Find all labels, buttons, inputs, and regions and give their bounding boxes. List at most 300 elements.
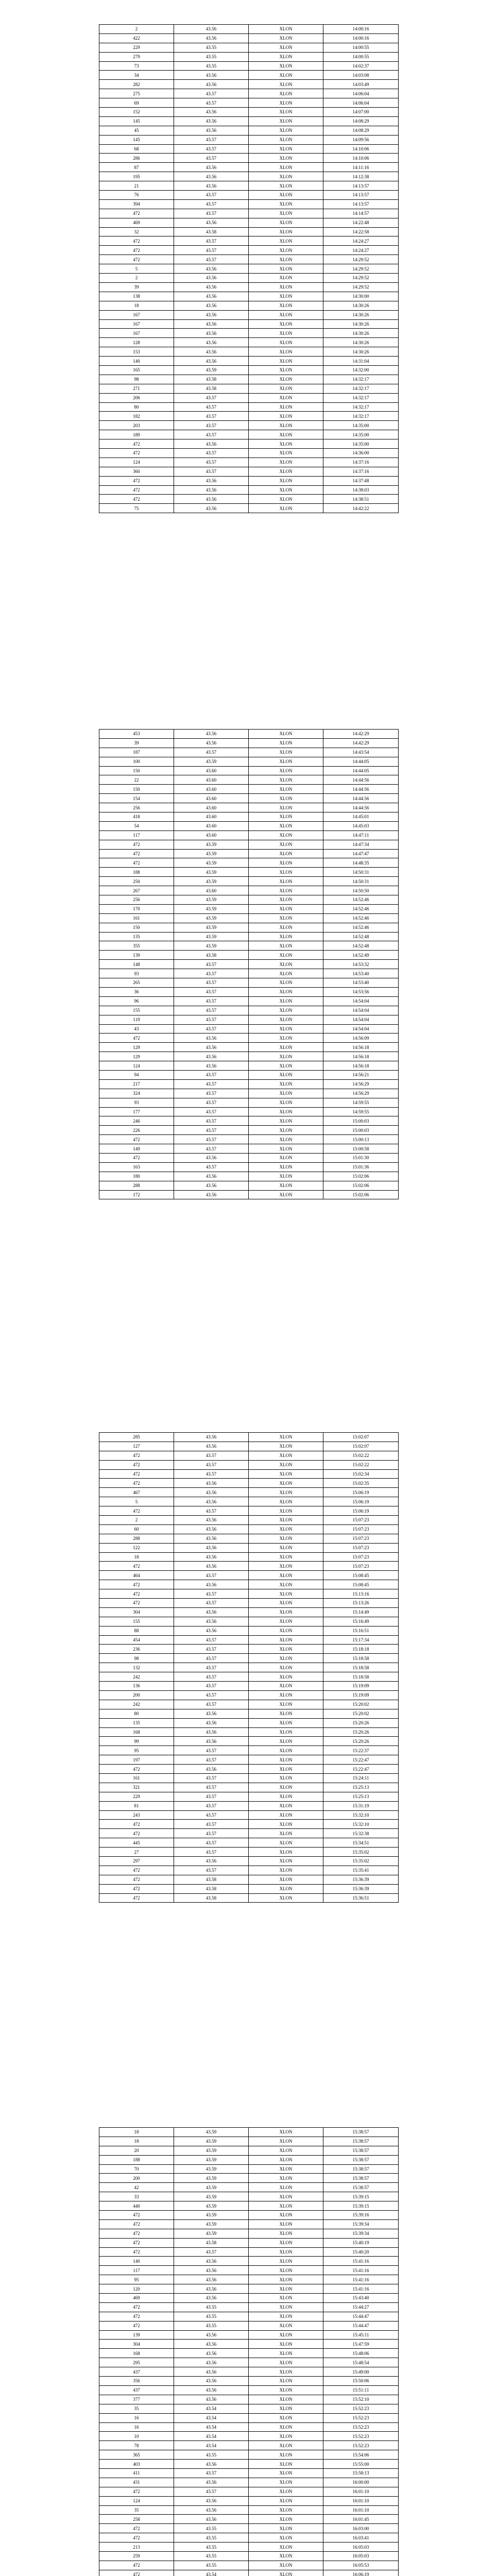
time-cell: 15:41:16 [323, 2257, 399, 2266]
volume-cell: 365 [99, 2450, 174, 2460]
volume-cell: 472 [99, 476, 174, 485]
time-cell: 15:44:47 [323, 2321, 399, 2330]
table-row [99, 1755, 399, 1765]
volume-cell: 168 [99, 2349, 174, 2358]
price-cell: 43.55 [174, 61, 249, 71]
volume-cell: 472 [99, 1580, 174, 1589]
volume-cell: 203 [99, 421, 174, 430]
venue-cell: XLON [249, 904, 323, 913]
venue-cell: XLON [249, 25, 323, 34]
table-row [99, 1162, 399, 1172]
price-cell: 43.57 [174, 1126, 249, 1135]
price-cell: 43.57 [174, 1645, 249, 1654]
venue-cell: XLON [249, 2164, 323, 2174]
volume-cell: 95 [99, 1746, 174, 1755]
time-cell: 14:37:48 [323, 476, 399, 485]
price-cell: 43.56 [174, 1488, 249, 1497]
table-row [99, 1144, 399, 1154]
volume-cell: 472 [99, 1765, 174, 1774]
table-row [99, 1488, 399, 1497]
table-row [99, 1181, 399, 1190]
table-row [99, 794, 399, 803]
table-row [99, 402, 399, 412]
time-cell: 15:38:57 [323, 2146, 399, 2155]
price-cell: 43.56 [174, 1524, 249, 1534]
venue-cell: XLON [249, 987, 323, 996]
venue-cell: XLON [249, 1727, 323, 1737]
price-cell: 43.58 [174, 1893, 249, 1903]
volume-cell: 472 [99, 495, 174, 504]
time-cell: 14:30:26 [323, 338, 399, 347]
venue-cell: XLON [249, 831, 323, 840]
volume-cell: 180 [99, 1172, 174, 1181]
price-cell: 43.56 [174, 1552, 249, 1562]
page-2 [99, 729, 398, 1199]
table-row [99, 329, 399, 338]
table-row [99, 1534, 399, 1543]
price-cell: 43.56 [174, 1607, 249, 1617]
table-row [99, 1875, 399, 1884]
table-row [99, 766, 399, 775]
venue-cell: XLON [249, 154, 323, 163]
volume-cell: 472 [99, 2238, 174, 2247]
table-row [99, 2441, 399, 2450]
volume-cell: 288 [99, 1534, 174, 1543]
venue-cell: XLON [249, 1690, 323, 1700]
time-cell: 14:52:48 [323, 932, 399, 941]
volume-cell: 80 [99, 402, 174, 412]
volume-cell: 129 [99, 1043, 174, 1052]
venue-cell: XLON [249, 996, 323, 1006]
time-cell: 15:02:35 [323, 1479, 399, 1488]
price-cell: 43.56 [174, 33, 249, 43]
price-cell: 43.56 [174, 2340, 249, 2349]
price-cell: 43.56 [174, 2275, 249, 2284]
table-row [99, 1061, 399, 1071]
table-row [99, 803, 399, 812]
volume-cell: 98 [99, 1654, 174, 1663]
table-row [99, 292, 399, 301]
table-row [99, 25, 399, 34]
table-row [99, 2450, 399, 2460]
price-cell: 43.56 [174, 274, 249, 283]
venue-cell: XLON [249, 98, 323, 108]
time-cell: 15:44:47 [323, 2312, 399, 2321]
venue-cell: XLON [249, 748, 323, 757]
table-row [99, 43, 399, 52]
venue-cell: XLON [249, 2229, 323, 2238]
venue-cell: XLON [249, 246, 323, 255]
volume-cell: 119 [99, 1015, 174, 1024]
time-cell: 14:53:56 [323, 987, 399, 996]
volume-cell: 39 [99, 282, 174, 292]
venue-cell: XLON [249, 868, 323, 877]
venue-cell: XLON [249, 2302, 323, 2312]
price-cell: 43.54 [174, 2422, 249, 2432]
price-cell: 43.59 [174, 2219, 249, 2229]
price-cell: 43.56 [174, 347, 249, 357]
venue-cell: XLON [249, 1820, 323, 1829]
volume-cell: 472 [99, 236, 174, 246]
volume-cell: 99 [99, 1737, 174, 1746]
time-cell: 14:12:38 [323, 172, 399, 181]
time-cell: 15:02:06 [323, 1172, 399, 1181]
time-cell: 15:48:06 [323, 2349, 399, 2358]
venue-cell: XLON [249, 2294, 323, 2303]
time-cell: 15:00:03 [323, 1126, 399, 1135]
price-cell: 43.57 [174, 1801, 249, 1810]
venue-cell: XLON [249, 794, 323, 803]
venue-cell: XLON [249, 495, 323, 504]
price-cell: 43.57 [174, 1070, 249, 1079]
table-row [99, 2183, 399, 2192]
time-cell: 15:20:26 [323, 1727, 399, 1737]
trades-table [99, 24, 399, 513]
table-row [99, 2413, 399, 2422]
volume-cell: 5 [99, 1497, 174, 1506]
venue-cell: XLON [249, 1442, 323, 1451]
price-cell: 43.57 [174, 2468, 249, 2478]
volume-cell: 68 [99, 144, 174, 154]
volume-cell: 189 [99, 430, 174, 439]
price-cell: 43.57 [174, 969, 249, 978]
table-row [99, 2302, 399, 2312]
time-cell: 14:11:16 [323, 163, 399, 172]
time-cell: 14:52:48 [323, 941, 399, 951]
volume-cell: 356 [99, 2377, 174, 2386]
venue-cell: XLON [249, 2174, 323, 2183]
time-cell: 16:05:53 [323, 2561, 399, 2570]
table-row [99, 821, 399, 831]
table-row [99, 2543, 399, 2552]
price-cell: 43.55 [174, 2312, 249, 2321]
venue-cell: XLON [249, 1015, 323, 1024]
table-row [99, 181, 399, 191]
volume-cell: 472 [99, 209, 174, 218]
time-cell: 15:52:23 [323, 2413, 399, 2422]
time-cell: 15:00:58 [323, 1144, 399, 1154]
time-cell: 15:38:57 [323, 2128, 399, 2137]
table-row [99, 840, 399, 849]
table-row [99, 1709, 399, 1718]
venue-cell: XLON [249, 821, 323, 831]
table-row [99, 2247, 399, 2257]
volume-cell: 472 [99, 1479, 174, 1488]
table-row [99, 126, 399, 135]
table-row [99, 2257, 399, 2266]
volume-cell: 472 [99, 255, 174, 264]
price-cell: 43.56 [174, 439, 249, 449]
price-cell: 43.56 [174, 485, 249, 495]
volume-cell: 472 [99, 1884, 174, 1893]
price-cell: 43.54 [174, 2441, 249, 2450]
price-cell: 43.54 [174, 2432, 249, 2441]
venue-cell: XLON [249, 2238, 323, 2247]
volume-cell: 472 [99, 1033, 174, 1043]
venue-cell: XLON [249, 199, 323, 209]
volume-cell: 464 [99, 1571, 174, 1580]
volume-cell: 27 [99, 1848, 174, 1857]
venue-cell: XLON [249, 2321, 323, 2330]
volume-cell: 135 [99, 1718, 174, 1727]
time-cell: 15:07:23 [323, 1552, 399, 1562]
volume-cell: 472 [99, 1829, 174, 1838]
table-row [99, 886, 399, 895]
table-row [99, 960, 399, 969]
price-cell: 43.57 [174, 996, 249, 1006]
time-cell: 15:35:41 [323, 1866, 399, 1875]
time-cell: 14:30:26 [323, 319, 399, 329]
venue-cell: XLON [249, 1838, 323, 1848]
venue-cell: XLON [249, 172, 323, 181]
table-row [99, 485, 399, 495]
time-cell: 15:52:23 [323, 2404, 399, 2413]
time-cell: 15:20:26 [323, 1718, 399, 1727]
volume-cell: 167 [99, 329, 174, 338]
volume-cell: 80 [99, 1709, 174, 1718]
venue-cell: XLON [249, 1061, 323, 1071]
venue-cell: XLON [249, 1856, 323, 1866]
time-cell: 15:51:11 [323, 2385, 399, 2395]
table-row [99, 1126, 399, 1135]
price-cell: 43.57 [174, 1599, 249, 1608]
price-cell: 43.60 [174, 886, 249, 895]
table-row [99, 2561, 399, 2570]
volume-cell: 149 [99, 1144, 174, 1154]
venue-cell: XLON [249, 923, 323, 932]
time-cell: 14:32:17 [323, 402, 399, 412]
time-cell: 15:38:57 [323, 2137, 399, 2146]
table-row [99, 80, 399, 89]
venue-cell: XLON [249, 1433, 323, 1442]
volume-cell: 140 [99, 2257, 174, 2266]
price-cell: 43.56 [174, 1190, 249, 1199]
venue-cell: XLON [249, 1810, 323, 1820]
volume-cell: 259 [99, 2551, 174, 2561]
time-cell: 14:44:56 [323, 785, 399, 794]
venue-cell: XLON [249, 357, 323, 366]
table-row [99, 1524, 399, 1534]
volume-cell: 267 [99, 886, 174, 895]
table-row [99, 52, 399, 61]
table-row [99, 904, 399, 913]
volume-cell: 18 [99, 301, 174, 310]
table-row [99, 2505, 399, 2515]
table-row [99, 2128, 399, 2137]
volume-cell: 120 [99, 2284, 174, 2294]
venue-cell: XLON [249, 2155, 323, 2164]
time-cell: 15:54:06 [323, 2450, 399, 2460]
volume-cell: 472 [99, 1469, 174, 1479]
venue-cell: XLON [249, 757, 323, 766]
price-cell: 43.56 [174, 1543, 249, 1552]
time-cell: 15:40:19 [323, 2238, 399, 2247]
volume-cell: 472 [99, 2561, 174, 2570]
table-row [99, 1765, 399, 1774]
volume-cell: 472 [99, 2312, 174, 2321]
table-row [99, 1654, 399, 1663]
price-cell: 43.56 [174, 282, 249, 292]
volume-cell: 165 [99, 365, 174, 375]
venue-cell: XLON [249, 2533, 323, 2543]
venue-cell: XLON [249, 2284, 323, 2294]
table-row [99, 1663, 399, 1672]
price-cell: 43.57 [174, 1700, 249, 1709]
price-cell: 43.57 [174, 191, 249, 200]
price-cell: 43.57 [174, 1829, 249, 1838]
time-cell: 15:22:47 [323, 1765, 399, 1774]
price-cell: 43.56 [174, 1442, 249, 1451]
venue-cell: XLON [249, 1580, 323, 1589]
time-cell: 16:01:10 [323, 2487, 399, 2496]
volume-cell: 250 [99, 877, 174, 886]
price-cell: 43.56 [174, 504, 249, 513]
volume-cell: 10 [99, 2432, 174, 2441]
time-cell: 14:35:00 [323, 439, 399, 449]
venue-cell: XLON [249, 2367, 323, 2377]
venue-cell: XLON [249, 1460, 323, 1469]
table-row [99, 1737, 399, 1746]
price-cell: 43.56 [174, 1181, 249, 1190]
time-cell: 15:39:15 [323, 2192, 399, 2201]
volume-cell: 139 [99, 2330, 174, 2340]
volume-cell: 182 [99, 412, 174, 421]
volume-cell: 150 [99, 785, 174, 794]
price-cell: 43.57 [174, 1635, 249, 1645]
table-row [99, 1635, 399, 1645]
volume-cell: 454 [99, 1635, 174, 1645]
table-row [99, 2496, 399, 2505]
venue-cell: XLON [249, 163, 323, 172]
time-cell: 14:07:00 [323, 108, 399, 117]
time-cell: 15:34:51 [323, 1838, 399, 1848]
time-cell: 14:56:29 [323, 1089, 399, 1098]
venue-cell: XLON [249, 812, 323, 822]
time-cell: 15:02:07 [323, 1433, 399, 1442]
table-row [99, 2340, 399, 2349]
venue-cell: XLON [249, 430, 323, 439]
time-cell: 14:44:05 [323, 766, 399, 775]
venue-cell: XLON [249, 476, 323, 485]
time-cell: 14:42:29 [323, 738, 399, 748]
price-cell: 43.56 [174, 1580, 249, 1589]
volume-cell: 472 [99, 1135, 174, 1144]
table-row [99, 209, 399, 218]
venue-cell: XLON [249, 1451, 323, 1460]
venue-cell: XLON [249, 467, 323, 476]
table-row [99, 932, 399, 941]
volume-cell: 93 [99, 1098, 174, 1107]
table-row [99, 71, 399, 80]
time-cell: 14:06:04 [323, 89, 399, 98]
time-cell: 15:14:49 [323, 1607, 399, 1617]
price-cell: 43.57 [174, 1773, 249, 1783]
table-row [99, 849, 399, 858]
table-row [99, 2284, 399, 2294]
trades-table [99, 729, 399, 1199]
venue-cell: XLON [249, 457, 323, 467]
time-cell: 14:00:16 [323, 33, 399, 43]
price-cell: 43.56 [174, 2266, 249, 2275]
table-row [99, 365, 399, 375]
table-row [99, 1552, 399, 1562]
time-cell: 14:00:55 [323, 43, 399, 52]
price-cell: 43.56 [174, 1153, 249, 1162]
venue-cell: XLON [249, 1682, 323, 1691]
volume-cell: 127 [99, 1442, 174, 1451]
price-cell: 43.57 [174, 98, 249, 108]
table-row [99, 2219, 399, 2229]
venue-cell: XLON [249, 1617, 323, 1626]
price-cell: 43.56 [174, 1172, 249, 1181]
price-cell: 43.57 [174, 1098, 249, 1107]
venue-cell: XLON [249, 1848, 323, 1857]
price-cell: 43.56 [174, 1709, 249, 1718]
venue-cell: XLON [249, 43, 323, 52]
volume-cell: 440 [99, 2201, 174, 2211]
venue-cell: XLON [249, 2385, 323, 2395]
price-cell: 43.59 [174, 2229, 249, 2238]
time-cell: 15:41:16 [323, 2275, 399, 2284]
table-row [99, 1829, 399, 1838]
price-cell: 43.56 [174, 2377, 249, 2386]
venue-cell: XLON [249, 1144, 323, 1154]
venue-cell: XLON [249, 1024, 323, 1033]
venue-cell: XLON [249, 191, 323, 200]
time-cell: 15:08:45 [323, 1580, 399, 1589]
table-row [99, 1607, 399, 1617]
table-row [99, 2192, 399, 2201]
table-row [99, 476, 399, 485]
price-cell: 43.57 [174, 1820, 249, 1829]
table-row [99, 2349, 399, 2358]
venue-cell: XLON [249, 347, 323, 357]
venue-cell: XLON [249, 421, 323, 430]
volume-cell: 279 [99, 52, 174, 61]
volume-cell: 213 [99, 2543, 174, 2552]
table-row [99, 1690, 399, 1700]
time-cell: 15:07:23 [323, 1524, 399, 1534]
venue-cell: XLON [249, 255, 323, 264]
venue-cell: XLON [249, 412, 323, 421]
time-cell: 15:13:16 [323, 1589, 399, 1599]
time-cell: 15:38:57 [323, 2174, 399, 2183]
volume-cell: 87 [99, 163, 174, 172]
price-cell: 43.56 [174, 2505, 249, 2515]
volume-cell: 403 [99, 2460, 174, 2469]
price-cell: 43.55 [174, 2321, 249, 2330]
table-row [99, 1571, 399, 1580]
price-cell: 43.57 [174, 1116, 249, 1126]
price-cell: 43.57 [174, 960, 249, 969]
time-cell: 14:32:17 [323, 384, 399, 393]
price-cell: 43.54 [174, 2570, 249, 2576]
price-cell: 43.59 [174, 2146, 249, 2155]
venue-cell: XLON [249, 960, 323, 969]
time-cell: 14:09:56 [323, 135, 399, 144]
venue-cell: XLON [249, 1672, 323, 1682]
time-cell: 15:02:22 [323, 1460, 399, 1469]
time-cell: 14:29:52 [323, 274, 399, 283]
table-row [99, 375, 399, 384]
venue-cell: XLON [249, 1746, 323, 1755]
table-row [99, 61, 399, 71]
price-cell: 43.59 [174, 365, 249, 375]
venue-cell: XLON [249, 1524, 323, 1534]
table-row [99, 2312, 399, 2321]
time-cell: 14:29:52 [323, 255, 399, 264]
price-cell: 43.59 [174, 895, 249, 905]
